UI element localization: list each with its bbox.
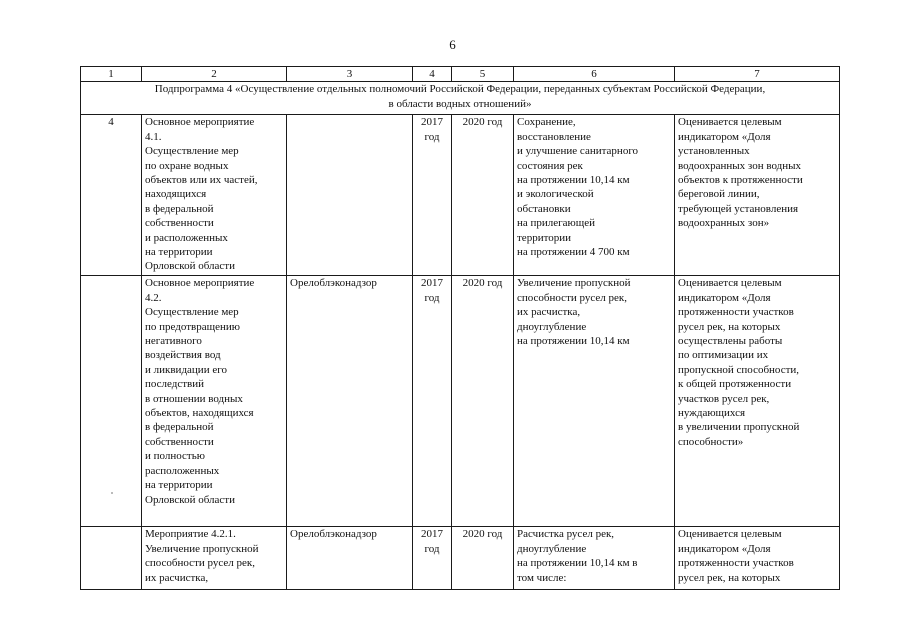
event-name: Основное мероприятие 4.1. Осуществление мер по охране водных объектов или их частей, находящихся в федеральной собственности и расположенных на территории Орловской области — [142, 115, 287, 276]
subprogram-row — [81, 82, 840, 115]
program-table — [80, 66, 840, 590]
table-row — [81, 276, 840, 527]
row-number: 4 — [81, 115, 142, 276]
row-number — [81, 276, 142, 527]
indicator-link: Оценивается целевым индикатором «Доля установленных водоохранных зон водных объектов к протяженности береговой линии, требующей установления водоохранных зон» — [675, 115, 840, 276]
table-row — [81, 115, 840, 276]
row-number — [81, 527, 142, 590]
column-number-6: 6 — [514, 67, 675, 82]
expected-result: Увеличение пропускной способности русел рек, их расчистка, дноуглубление на протяжении 10,14 км — [514, 276, 675, 527]
scan-speck — [111, 492, 113, 494]
column-number-5: 5 — [452, 67, 514, 82]
end-year: 2020 год — [452, 115, 514, 276]
page-number: 6 — [449, 37, 456, 52]
event-name: Мероприятие 4.2.1. Увеличение пропускной способности русел рек, их расчистка, — [142, 527, 287, 590]
start-year: 2017 год — [413, 276, 452, 527]
column-number-3: 3 — [287, 67, 413, 82]
column-number-2: 2 — [142, 67, 287, 82]
column-number-row — [81, 67, 840, 82]
column-number-1: 1 — [81, 67, 142, 82]
executor: Орелоблэконадзор — [287, 276, 413, 527]
end-year: 2020 год — [452, 527, 514, 590]
start-year: 2017 год — [413, 527, 452, 590]
column-number-7: 7 — [675, 67, 840, 82]
subprogram-title: Подпрограмма 4 «Осуществление отдельных полномочий Российской Федерации, переданных субъектам Российской Федерации, в области водных отношений» — [81, 82, 840, 115]
expected-result: Расчистка русел рек, дноуглубление на протяжении 10,14 км в том числе: — [514, 527, 675, 590]
table-row — [81, 527, 840, 590]
event-name: Основное мероприятие 4.2. Осуществление мер по предотвращению негативного воздействия вод и ликвидации его последствий в отношении водных объектов, находящихся в федеральной собственности и полностью расположенных на территории Орловской области — [142, 276, 287, 527]
expected-result: Сохранение, восстановление и улучшение санитарного состояния рек на протяжении 10,14 км и экологической обстановки на прилегающей территории на протяжении 4 700 км — [514, 115, 675, 276]
indicator-link: Оценивается целевым индикатором «Доля протяженности участков русел рек, на которых — [675, 527, 840, 590]
end-year: 2020 год — [452, 276, 514, 527]
executor — [287, 115, 413, 276]
executor: Орелоблэконадзор — [287, 527, 413, 590]
start-year: 2017 год — [413, 115, 452, 276]
column-number-4: 4 — [413, 67, 452, 82]
indicator-link: Оценивается целевым индикатором «Доля протяженности участков русел рек, на которых осуществлены работы по оптимизации их пропускной способности, к общей протяженности участков русел рек, нуждающихся в увеличении пропускной способности» — [675, 276, 840, 527]
